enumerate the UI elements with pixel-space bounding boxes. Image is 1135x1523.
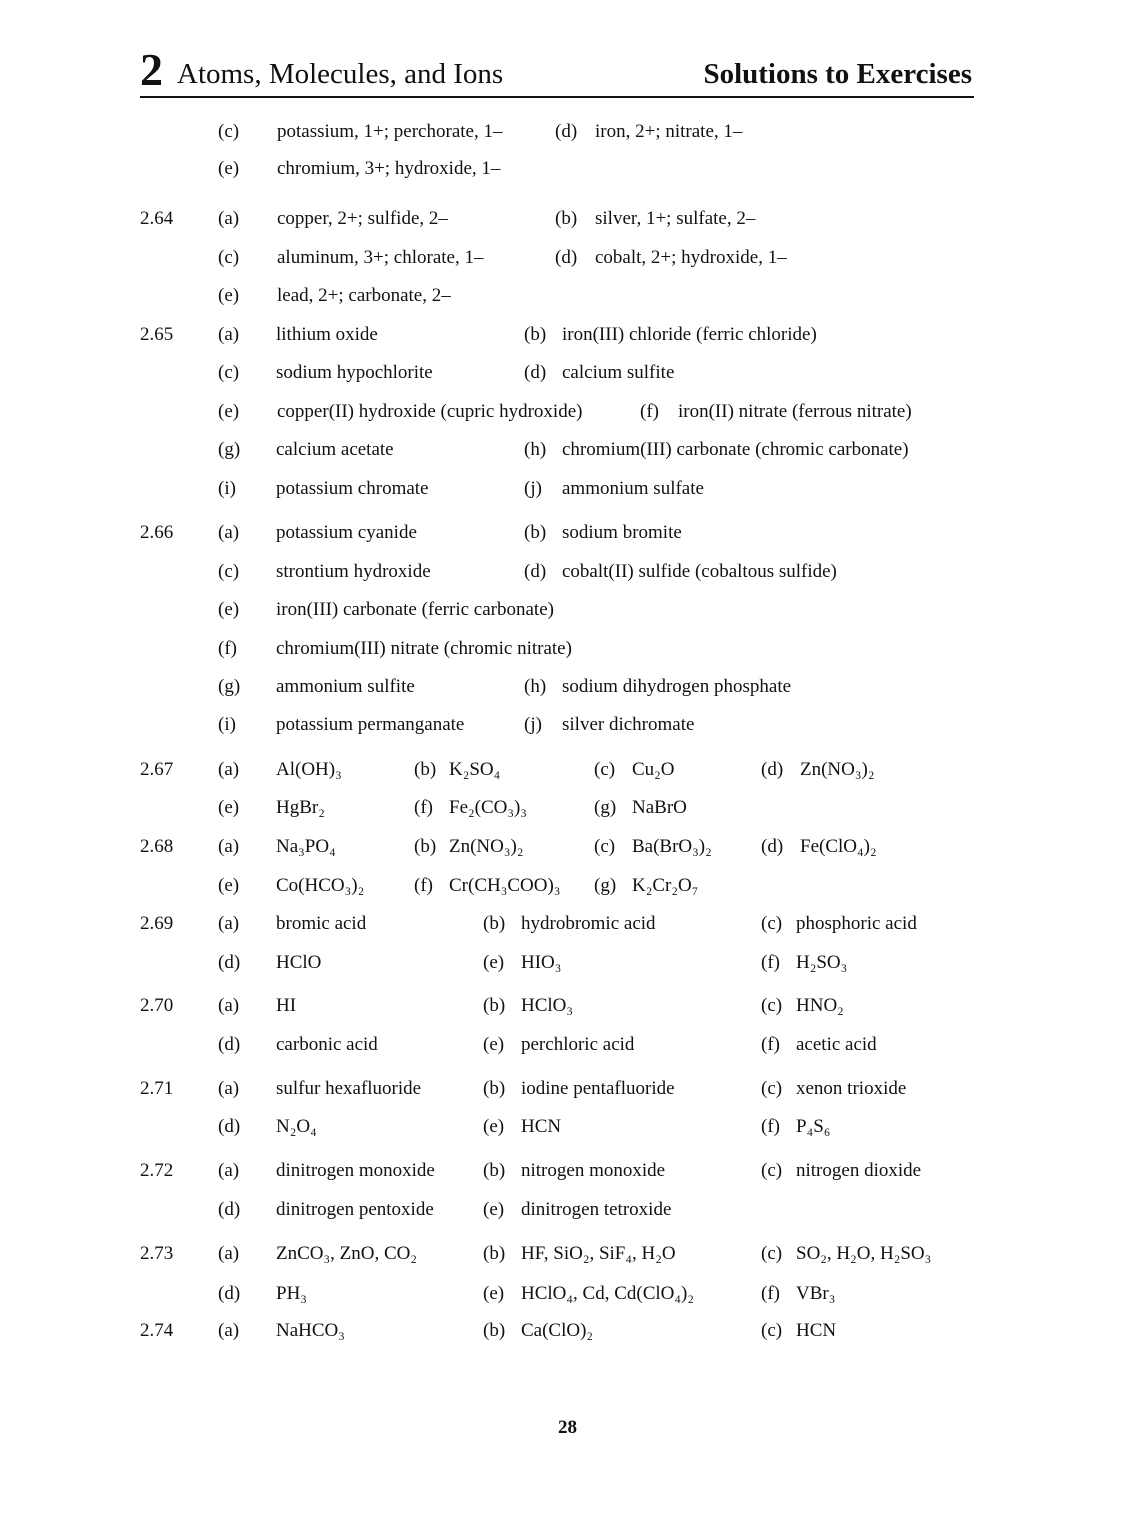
- part-label: (e): [218, 158, 240, 179]
- answer-text: H₂SO₃: [796, 952, 848, 973]
- part-label: (f): [414, 875, 433, 896]
- part-label: (d): [524, 362, 547, 383]
- problem-number: 2.64: [140, 208, 174, 229]
- part-label: (a): [218, 995, 240, 1016]
- problem-number: 2.70: [140, 995, 174, 1016]
- problem-number: 2.74: [140, 1320, 174, 1341]
- part-label: (c): [761, 913, 783, 934]
- part-label: (a): [218, 1078, 240, 1099]
- part-label: (c): [218, 121, 240, 142]
- answer-text: Cr(CH₃COO)₃: [449, 875, 561, 896]
- part-label: (d): [218, 1034, 241, 1055]
- part-label: (a): [218, 208, 240, 229]
- part-label: (c): [218, 561, 240, 582]
- part-label: (e): [483, 1283, 505, 1304]
- problem-number: 2.72: [140, 1160, 174, 1181]
- answer-text: Al(OH)₃: [276, 759, 342, 780]
- answer-text: PH₃: [276, 1283, 307, 1304]
- part-label: (f): [761, 1116, 780, 1137]
- part-label: (f): [414, 797, 433, 818]
- part-label: (g): [218, 676, 241, 697]
- page-number: 28: [558, 1417, 577, 1438]
- answer-text: NaHCO₃: [276, 1320, 345, 1341]
- answer-text: HNO₂: [796, 995, 844, 1016]
- answer-text: ammonium sulfite: [276, 676, 415, 697]
- answer-text: xenon trioxide: [796, 1078, 907, 1099]
- part-label: (a): [218, 324, 240, 345]
- answer-text: Fe(ClO₄)₂: [800, 836, 877, 857]
- answer-text: potassium, 1+; perchorate, 1–: [277, 121, 503, 142]
- problem-number: 2.73: [140, 1243, 174, 1264]
- part-label: (d): [524, 561, 547, 582]
- answer-text: VBr₃: [796, 1283, 836, 1304]
- part-label: (e): [218, 875, 240, 896]
- answer-text: Na₃PO₄: [276, 836, 336, 857]
- part-label: (d): [218, 1283, 241, 1304]
- answer-text: lithium oxide: [276, 324, 378, 345]
- part-label: (c): [761, 995, 783, 1016]
- answer-text: dinitrogen tetroxide: [521, 1199, 672, 1220]
- problem-number: 2.71: [140, 1078, 174, 1099]
- answer-text: P₄S₆: [796, 1116, 831, 1137]
- answer-text: Co(HCO₃)₂: [276, 875, 365, 896]
- answer-text: N₂O₄: [276, 1116, 317, 1137]
- part-label: (j): [524, 478, 542, 499]
- part-label: (c): [594, 759, 616, 780]
- problem-number: 2.65: [140, 324, 174, 345]
- part-label: (b): [414, 836, 437, 857]
- answer-text: iron(II) nitrate (ferrous nitrate): [678, 401, 912, 422]
- part-label: (g): [594, 797, 617, 818]
- part-label: (e): [218, 599, 240, 620]
- part-label: (e): [483, 1199, 505, 1220]
- part-label: (b): [483, 1160, 506, 1181]
- answer-text: potassium cyanide: [276, 522, 417, 543]
- part-label: (b): [555, 208, 578, 229]
- answer-text: HgBr₂: [276, 797, 325, 818]
- part-label: (f): [218, 638, 237, 659]
- answer-text: Ca(ClO)₂: [521, 1320, 594, 1341]
- part-label: (c): [761, 1243, 783, 1264]
- part-label: (a): [218, 913, 240, 934]
- part-label: (c): [218, 362, 240, 383]
- answer-text: ammonium sulfate: [562, 478, 704, 499]
- part-label: (c): [761, 1160, 783, 1181]
- section-title: Solutions to Exercises: [703, 58, 972, 90]
- part-label: (a): [218, 836, 240, 857]
- answer-text: cobalt(II) sulfide (cobaltous sulfide): [562, 561, 837, 582]
- chapter-title: Atoms, Molecules, and Ions: [177, 58, 504, 90]
- part-label: (d): [555, 121, 578, 142]
- part-label: (e): [218, 797, 240, 818]
- answer-text: hydrobromic acid: [521, 913, 656, 934]
- answer-text: perchloric acid: [521, 1034, 635, 1055]
- part-label: (a): [218, 759, 240, 780]
- answer-text: K₂Cr₂O₇: [632, 875, 699, 896]
- answer-text: HClO: [276, 952, 322, 973]
- part-label: (f): [761, 1034, 780, 1055]
- answer-text: ZnCO₃, ZnO, CO₂: [276, 1243, 417, 1264]
- answer-text: phosphoric acid: [796, 913, 917, 934]
- part-label: (d): [218, 1116, 241, 1137]
- part-label: (c): [761, 1320, 783, 1341]
- answer-text: Fe₂(CO₃)₃: [449, 797, 527, 818]
- chapter-number: 2: [140, 44, 163, 95]
- answer-text: nitrogen dioxide: [796, 1160, 922, 1181]
- part-label: (d): [555, 247, 578, 268]
- answer-text: HCN: [796, 1320, 837, 1341]
- answer-text: sodium hypochlorite: [276, 362, 433, 383]
- answer-text: lead, 2+; carbonate, 2–: [277, 285, 451, 306]
- answer-text: Zn(NO₃)₂: [800, 759, 875, 780]
- part-label: (d): [761, 759, 784, 780]
- part-label: (d): [218, 1199, 241, 1220]
- part-label: (e): [483, 952, 505, 973]
- answer-text: bromic acid: [276, 913, 367, 934]
- part-label: (b): [524, 324, 547, 345]
- answer-text: NaBrO: [632, 797, 687, 818]
- answer-text: carbonic acid: [276, 1034, 378, 1055]
- answer-text: chromium(III) nitrate (chromic nitrate): [276, 638, 572, 659]
- answer-text: SO₂, H₂O, H₂SO₃: [796, 1243, 932, 1264]
- part-label: (h): [524, 439, 547, 460]
- part-label: (d): [218, 952, 241, 973]
- answer-text: K₂SO₄: [449, 759, 501, 780]
- part-label: (a): [218, 1160, 240, 1181]
- problem-number: 2.67: [140, 759, 174, 780]
- answer-text: potassium chromate: [276, 478, 429, 499]
- part-label: (a): [218, 522, 240, 543]
- part-label: (j): [524, 714, 542, 735]
- part-label: (d): [761, 836, 784, 857]
- part-label: (e): [218, 285, 240, 306]
- answer-text: nitrogen monoxide: [521, 1160, 666, 1181]
- answer-text: cobalt, 2+; hydroxide, 1–: [595, 247, 787, 268]
- answer-text: silver dichromate: [562, 714, 695, 735]
- answer-text: calcium sulfite: [562, 362, 675, 383]
- part-label: (h): [524, 676, 547, 697]
- part-label: (a): [218, 1320, 240, 1341]
- page-header: [140, 44, 974, 98]
- answer-text: Ba(BrO₃)₂: [632, 836, 712, 857]
- part-label: (b): [483, 995, 506, 1016]
- answer-text: iodine pentafluoride: [521, 1078, 675, 1099]
- part-label: (e): [218, 401, 240, 422]
- part-label: (i): [218, 714, 236, 735]
- part-label: (f): [761, 952, 780, 973]
- answer-text: sodium bromite: [562, 522, 682, 543]
- answer-text: chromium, 3+; hydroxide, 1–: [277, 158, 501, 179]
- part-label: (g): [218, 439, 241, 460]
- part-label: (i): [218, 478, 236, 499]
- answer-text: HI: [276, 995, 297, 1016]
- answer-text: copper, 2+; sulfide, 2–: [277, 208, 448, 229]
- answer-text: copper(II) hydroxide (cupric hydroxide): [277, 401, 583, 422]
- answer-text: sulfur hexafluoride: [276, 1078, 422, 1099]
- answer-text: sodium dihydrogen phosphate: [562, 676, 792, 697]
- problem-number: 2.66: [140, 522, 174, 543]
- answer-text: dinitrogen monoxide: [276, 1160, 435, 1181]
- part-label: (a): [218, 1243, 240, 1264]
- answer-text: HIO₃: [521, 952, 562, 973]
- answer-text: calcium acetate: [276, 439, 394, 460]
- part-label: (b): [483, 1320, 506, 1341]
- answer-text: HCN: [521, 1116, 562, 1137]
- answer-text: acetic acid: [796, 1034, 877, 1055]
- part-label: (b): [483, 913, 506, 934]
- answer-text: iron(III) carbonate (ferric carbonate): [276, 599, 554, 620]
- part-label: (c): [761, 1078, 783, 1099]
- problem-number: 2.68: [140, 836, 174, 857]
- answer-text: strontium hydroxide: [276, 561, 431, 582]
- answer-text: dinitrogen pentoxide: [276, 1199, 434, 1220]
- answer-text: iron, 2+; nitrate, 1–: [595, 121, 743, 142]
- part-label: (c): [218, 247, 240, 268]
- answer-text: chromium(III) carbonate (chromic carbonate): [562, 439, 909, 460]
- part-label: (b): [483, 1078, 506, 1099]
- answer-text: potassium permanganate: [276, 714, 465, 735]
- answer-text: Zn(NO₃)₂: [449, 836, 524, 857]
- part-label: (f): [761, 1283, 780, 1304]
- part-label: (b): [414, 759, 437, 780]
- part-label: (e): [483, 1116, 505, 1137]
- answer-text: aluminum, 3+; chlorate, 1–: [277, 247, 484, 268]
- answer-text: HF, SiO₂, SiF₄, H₂O: [521, 1243, 676, 1264]
- problem-number: 2.69: [140, 913, 174, 934]
- part-label: (f): [640, 401, 659, 422]
- answer-text: silver, 1+; sulfate, 2–: [595, 208, 756, 229]
- part-label: (g): [594, 875, 617, 896]
- part-label: (b): [483, 1243, 506, 1264]
- answer-text: HClO₄, Cd, Cd(ClO₄)₂: [521, 1283, 694, 1304]
- answer-text: Cu₂O: [632, 759, 675, 780]
- answer-text: HClO₃: [521, 995, 574, 1016]
- part-label: (e): [483, 1034, 505, 1055]
- part-label: (b): [524, 522, 547, 543]
- answer-text: iron(III) chloride (ferric chloride): [562, 324, 817, 345]
- part-label: (c): [594, 836, 616, 857]
